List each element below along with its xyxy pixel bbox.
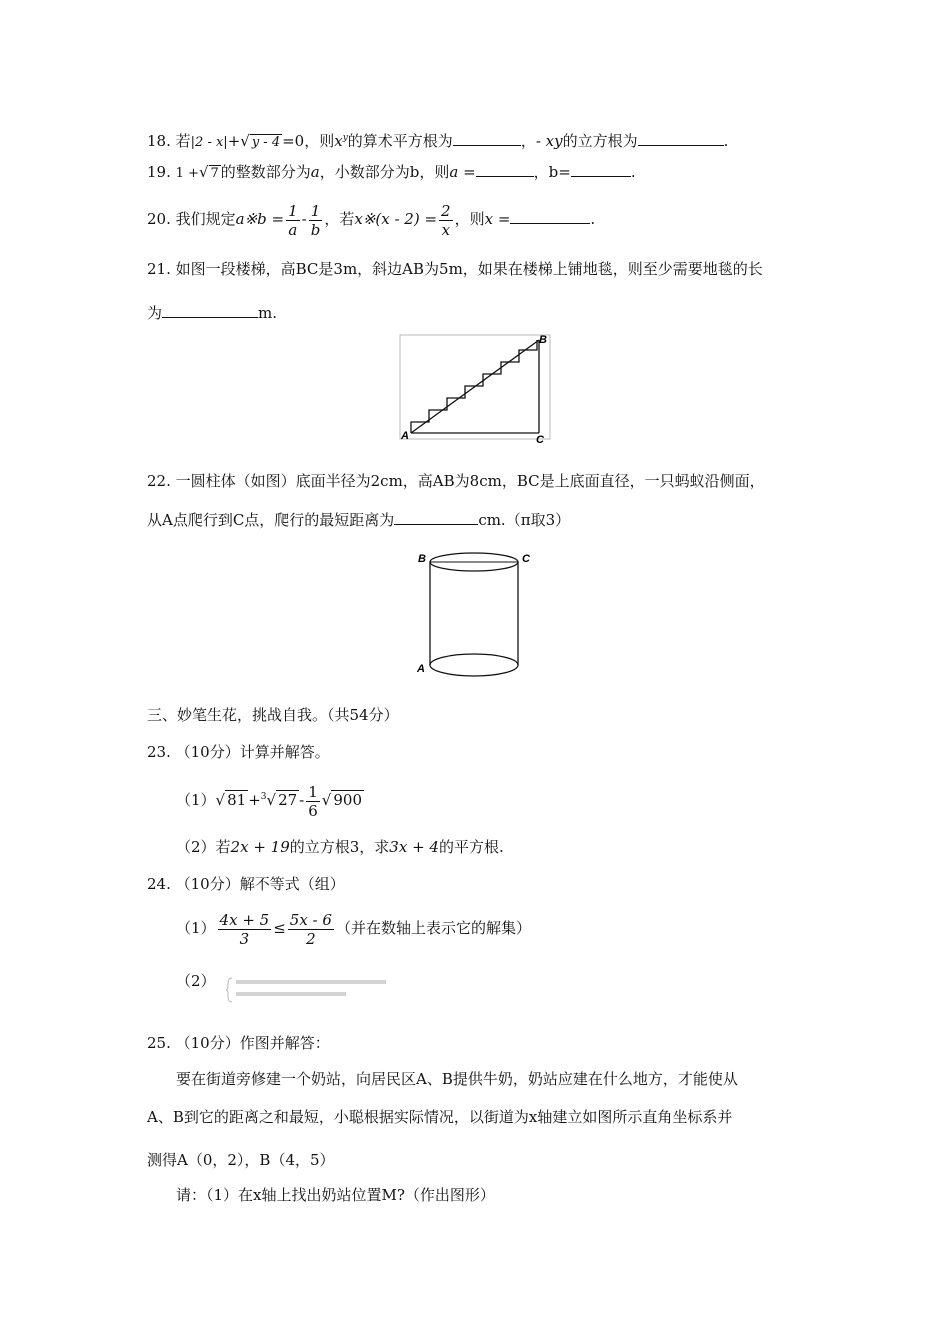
section-3-heading: 三、妙笔生花，挑战自我。（共54分） — [147, 706, 399, 724]
question-22-line-1: 22. 一圆柱体（如图）底面半径为2cm，高AB为8cm，BC是上底面直径，一只蚂蚁沿侧面， — [147, 472, 765, 490]
question-24-part-1: （1） $\frac{4x + 5}{3}$ ≤ $\frac{5x - 6}{2}$ （并在数轴上表示它的解集） — [176, 910, 531, 948]
fraction-left: $\frac{4x + 5}{3}$ — [219, 910, 270, 948]
question-21-line-1: 21. 如图一段楼梯，高BC是3m，斜边AB为5m，如果在楼梯上铺地毯，则至少需要地毯的长 — [147, 260, 763, 278]
answer-blank[interactable] — [571, 162, 631, 177]
question-23-part-2: （2）若2x + 19的立方根3，求3x + 4的平方根. — [176, 838, 504, 856]
fraction-2-x: $\frac{2}{x}$ — [441, 201, 451, 239]
label-a: A — [401, 430, 409, 442]
answer-blank[interactable] — [162, 303, 258, 318]
fraction-1-6: $\frac{1}{6}$ — [308, 782, 318, 820]
answer-blank[interactable] — [510, 209, 590, 224]
label-b: B — [418, 553, 426, 565]
question-20: 20. 我们规定a※b = $\frac{1}{a}$ - $\frac{1}{b}$ ，若x※(x - 2) = $\frac{2}{x}$ ，则x = . — [147, 201, 596, 239]
sqrt-7: √ 7 — [198, 163, 219, 181]
question-24-title: 24. （10分）解不等式（组） — [147, 875, 345, 893]
answer-blank[interactable] — [453, 131, 521, 146]
label-c: C — [536, 434, 544, 445]
bottom-ellipse — [430, 654, 518, 676]
sqrt-expression: √ y - 4 — [240, 132, 281, 150]
fraction-1-b: $\frac{1}{b}$ — [310, 201, 321, 239]
label-a: A — [417, 663, 425, 675]
question-25-title: 25. （10分）作图并解答： — [147, 1034, 330, 1052]
answer-blank[interactable] — [638, 131, 724, 146]
question-22-line-2: 从A点爬行到C点，爬行的最短距离为 cm.（π取3） — [147, 511, 571, 529]
question-18: 18. 若|2 - x|+√ y - 4 =0，则$x^y$的算术平方根为 ，- xy的立方根为 . — [147, 127, 728, 154]
illegible-inequality-system — [226, 975, 396, 1005]
answer-blank[interactable] — [476, 162, 534, 177]
question-19: 19. 1 +√ 7 的整数部分为a，小数部分为b，则a = ，b= . — [147, 161, 636, 185]
question-23-part-1: （1）√ 81 +$^3$√ 27 - $\frac{1}{6}$ √ 900 — [176, 782, 362, 820]
question-21-line-2: 为 m. — [147, 304, 278, 322]
fraction-right: $\frac{5x - 6}{2}$ — [289, 910, 332, 948]
label-b: B — [539, 334, 547, 346]
answer-blank[interactable] — [394, 510, 478, 525]
fraction-1-a: $\frac{1}{a}$ — [288, 201, 298, 239]
question-25-para-2: A、B到它的距离之和最短，小聪根据实际情况，以街道为x轴建立如图所示直角坐标系并 — [147, 1108, 733, 1126]
question-25-para-3: 测得A（0，2），B（4，5） — [147, 1151, 335, 1169]
question-23-title: 23. （10分）计算并解答。 — [147, 743, 330, 761]
cylinder-figure — [412, 548, 542, 683]
label-c: C — [522, 553, 530, 565]
question-25-para-1: 要在街道旁修建一个奶站，向居民区A、B提供牛奶，奶站应建在什么地方，才能使从 — [176, 1070, 738, 1088]
staircase-figure — [396, 333, 556, 445]
question-24-part-2: （2） — [176, 972, 216, 990]
question-25-ask: 请：（1）在x轴上找出奶站位置M?（作出图形） — [176, 1186, 495, 1204]
